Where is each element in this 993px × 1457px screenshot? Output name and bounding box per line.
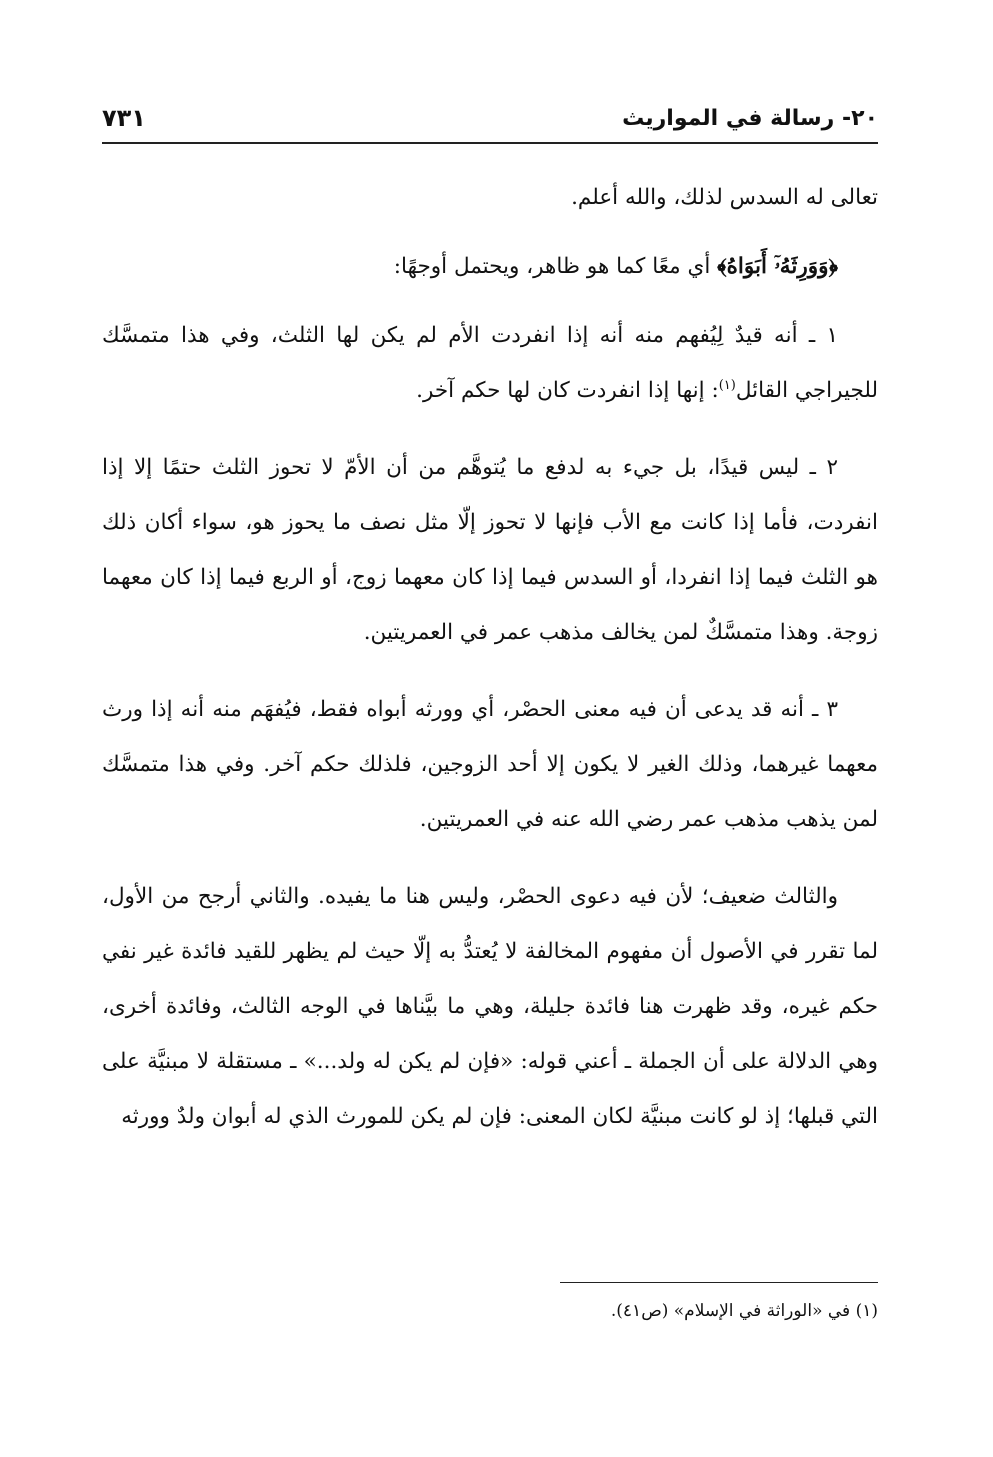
paragraph-point-1	[102, 308, 878, 418]
point-1-text-end: : إنها إذا انفردت كان لها حكم آخر.	[416, 378, 719, 403]
quran-verse: ﴿وَوَرِثَهُۥٓ أَبَوَاهُ﴾	[717, 254, 838, 279]
footnote: (١) في «الوراثة في الإسلام» (ص٤١).	[610, 1301, 878, 1321]
running-title: ٢٠- رسالة في المواريث	[622, 106, 878, 131]
paragraph-point-2: ٢ ـ ليس قيدًا، بل جيء به لدفع ما يُتوهَّم من أن الأمّ لا تحوز الثلث حتمًا إلا إذا انفردت، فأما إذا كانت مع الأب فإنها لا تحوز إلّا مثل نصف ما يحوز هو، سواء أكان ذلك هو الثلث فيما إذا انفردا، أو السدس فيما إذا كان معهما زوج، أو الربع فيما إذا كان معهما زوجة. وهذا متمسَّكٌ لمن يخالف مذهب عمر في العمريتين.	[102, 455, 878, 645]
paragraph-conclusion: والثالث ضعيف؛ لأن فيه دعوى الحصْر، وليس هنا ما يفيده. والثاني أرجح من الأول، لما تقرر في الأصول أن مفهوم المخالفة لا يُعتدُّ به إلّا حيث لم يظهر للقيد فائدة غير نفي حكم غيره، وقد ظهرت هنا فائدة جليلة، وهي ما بيَّناها في الوجه الثالث، وفائدة أخرى، وهي الدلالة على أن الجملة ـ أعني قوله: «فإن لم يكن له ولد...» ـ مستقلة لا مبنيَّة على التي قبلها؛ إذ لو كانت مبنيَّة لكان المعنى: فإن لم يكن للمورث الذي له أبوان ولدٌ وورثه	[102, 884, 878, 1129]
paragraph-continuation: تعالى له السدس لذلك، والله أعلم.	[571, 185, 878, 210]
body-text	[102, 170, 878, 1166]
paragraph-verse	[102, 239, 878, 294]
paragraph-point-3: ٣ ـ أنه قد يدعى أن فيه معنى الحصْر، أي وورثه أبواه فقط، فيُفهَم منه أنه إذا ورث معهما غيرهما، وذلك الغير لا يكون إلا أحد الزوجين، فلذلك حكم آخر. وفي هذا متمسَّك لمن يذهب مذهب عمر رضي الله عنه في العمريتين.	[102, 697, 878, 832]
page-number: ٧٣١	[102, 104, 146, 132]
verse-commentary: أي معًا كما هو ظاهر، ويحتمل أوجهًا:	[393, 254, 718, 279]
footnote-divider	[560, 1282, 878, 1283]
header-divider	[102, 142, 878, 144]
footnote-reference[interactable]: (١)	[718, 377, 736, 393]
point-1-text: ١ ـ أنه قيدٌ لِيُفهم منه أنه إذا انفردت الأم لم يكن لها الثلث، وفي هذا متمسَّك للجيراجي القائل	[102, 323, 878, 403]
page-header	[102, 98, 878, 142]
